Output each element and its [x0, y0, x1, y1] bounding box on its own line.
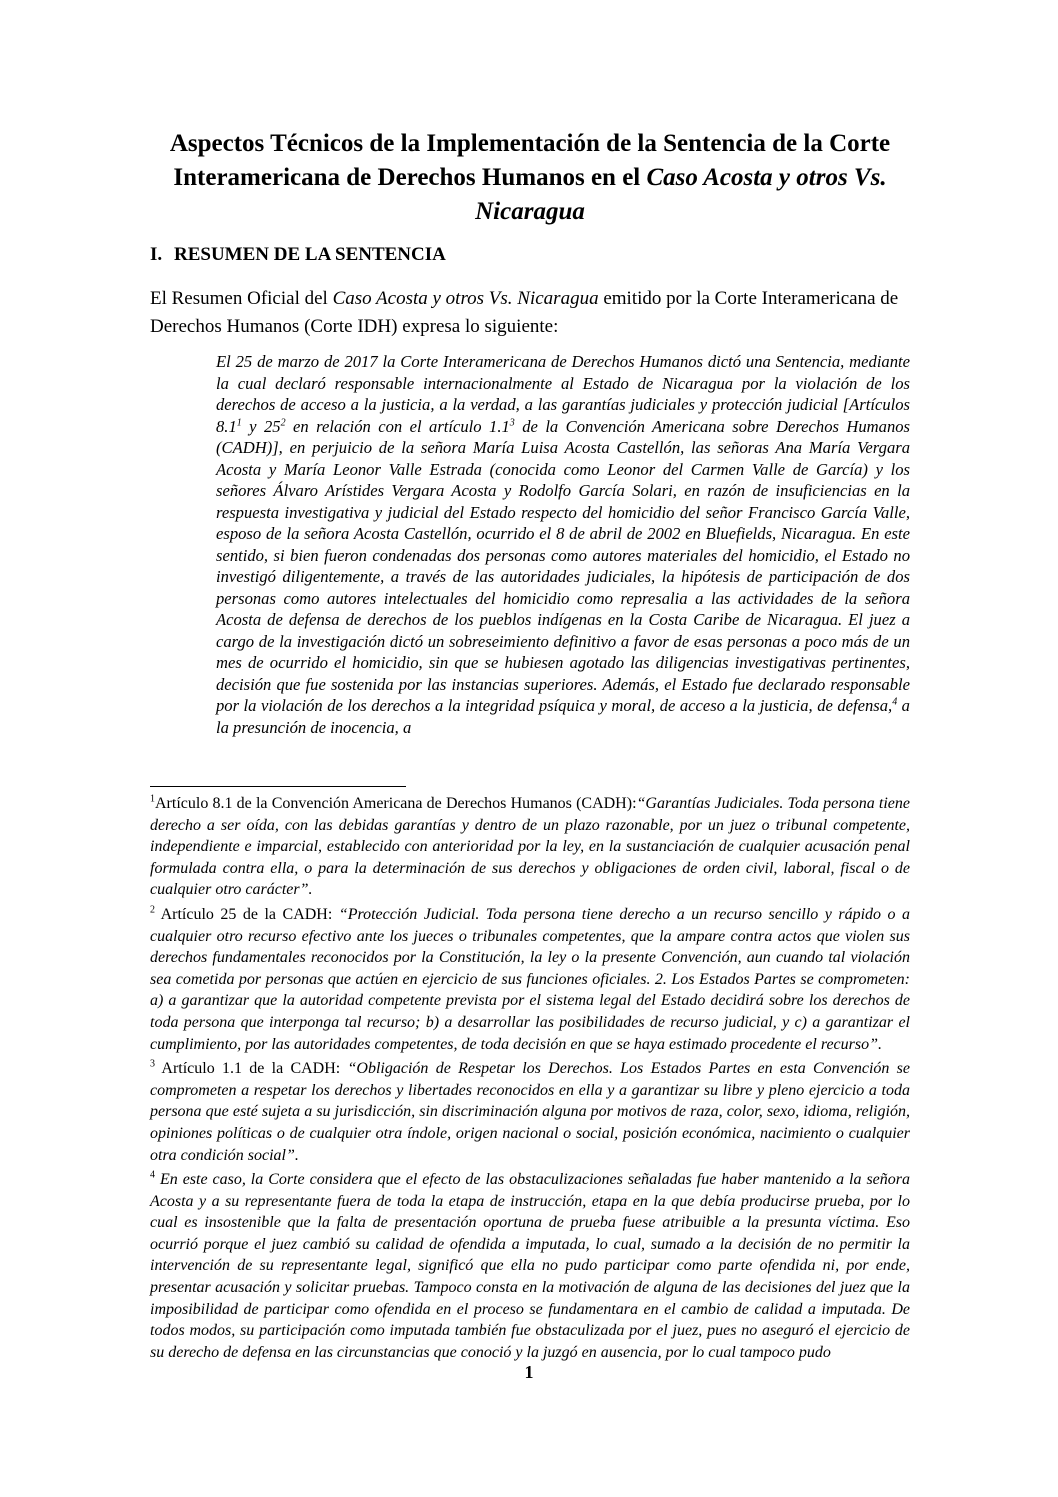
section-heading [150, 242, 446, 268]
quote-text-1: El 25 de marzo de 2017 la Corte Interamericana de Derechos Humanos dictó una Sentencia, mediante la cual declaró responsable internacionalmente al Estado de Nicaragua por la violación de los derechos de acceso a la justicia, a la verdad, a las garantías judiciales y protección judicial [Artículos 8.1 [216, 352, 910, 436]
footnote-number: 3 [150, 1058, 155, 1070]
intro-text-2: emitido por la Corte Interamericana de Derechos Humanos (Corte IDH) expresa lo siguiente: [150, 288, 899, 337]
footnote-ref: 2 [280, 416, 286, 428]
page-number: 1 [524, 1362, 534, 1382]
title-text: Aspectos Técnicos de la Implementación de la Sentencia de la Corte Interamericana de Derechos Humanos en el [169, 130, 891, 191]
quote-text-5: a la presunción de inocencia, a [216, 696, 910, 737]
footnote-3 [150, 1058, 910, 1166]
footnote-number: 1 [150, 793, 155, 805]
footnote-ref: 1 [236, 416, 242, 428]
footnotes [150, 793, 910, 1366]
footnote-number: 4 [150, 1169, 155, 1181]
footnote-number: 2 [150, 904, 155, 916]
quote-text-4: de la Convención Americana sobre Derechos Humanos (CADH)], en perjuicio de la señora María Luisa Acosta Castellón, las señoras Ana María Vergara Acosta y María Leonor Valle Estrada (conocida como Leonor del Carmen Valle de García) y los señores Álvaro Arístides Vergara Acosta y Rodolfo García Solari, en razón de insuficiencias en la respuesta investigativa y judicial del Estado respecto del homicidio del señor Francisco García Valle, esposo de la señora Acosta Castellón, ocurrido el 8 de abril de 2002 en Bluefields, Nicaragua. En este sentido, si bien fueron condenadas dos personas como autores materiales del homicidio, el Estado no investigó diligentemente, a través de las autoridades judiciales, la hipótesis de participación de dos personas como autores intelectuales del homicidio como represalia a las actividades de la señora Acosta de defensa de derechos de los pueblos indígenas en la Costa Caribe de Nicaragua. El juez a cargo de la investigación dictó un sobreseimiento definitivo a favor de esas personas a poco más de un mes de ocurrido el homicidio, sin que se hubiesen agotado las diligencias investigativas pertinentes, decisión que fue sostenida por las instancias superiores. Además, el Estado fue declarado responsable por la violación de los derechos a la integridad psíquica y moral, de acceso a la justicia, de defensa, [216, 416, 911, 715]
quote-text-3: en relación con el artículo 1.1 [285, 416, 510, 436]
footnote-lead: Artículo 8.1 de la Convención Americana de Derechos Humanos (CADH): [155, 795, 637, 812]
section-title: RESUMEN DE LA SENTENCIA [174, 244, 446, 265]
quote-text-2: y 25 [241, 416, 281, 436]
intro-text-1: El Resumen Oficial del [150, 288, 333, 309]
footnote-ref: 3 [509, 416, 515, 428]
footnote-text: En este caso, la Corte considera que el efecto de las obstaculizaciones señaladas fue haber mantenido a la señora Acosta y a su representante fuera de toda la etapa de instrucción, etapa en la que debía producirse prueba, por lo cual es insostenible que la falta de presentación oportuna de prueba fuese atribuible a la presunta víctima. Eso ocurrió porque el juez cambió su calidad de ofendida a imputada, lo cual, sumado a la decisión de no permitir la intervención de su representante legal, significó que ella no pudo participar como parte ofendida ni, por ende, presentar acusación y solicitar pruebas. Tampoco consta en la motivación de alguna de las decisiones del juez que la imposibilidad de participar como ofendida en el proceso se fundamentara en el cambio de calidad a imputada. De todos modos, su participación como imputada también fue obstaculizada por el juez, pues no aseguró el ejercicio de su derecho de defensa en las circunstancias que conoció y la juzgó en ausencia, por lo cual tampoco pudo [150, 1171, 910, 1361]
intro-case-name: Caso Acosta y otros Vs. Nicaragua [332, 288, 599, 309]
section-number: I. [150, 244, 163, 265]
footnote-text: “Obligación de Respetar los Derechos. Los Estados Partes en esta Convención se comprometen a respetar los derechos y libertades reconocidos en ella y a garantizar su libre y pleno ejercicio a toda persona que esté sujeta a su jurisdicción, sin discriminación alguna por motivos de raza, color, sexo, idioma, religión, opiniones políticas o de cualquier otra índole, origen nacional o social, posición económica, nacimiento o cualquier otra condición social”. [150, 1060, 911, 1164]
intro-paragraph [150, 285, 910, 341]
footnote-lead: Artículo 1.1 de la CADH: [155, 1060, 348, 1078]
footnote-separator [150, 786, 406, 787]
footnote-2 [150, 904, 910, 1055]
footnote-4 [150, 1169, 910, 1363]
footnote-text: “Garantías Judiciales. Toda persona tiene derecho a ser oída, con las debidas garantías y dentro de un plazo razonable, por un juez o tribunal competente, independiente e imparcial, establecido con anterioridad por la ley, en la sustanciación de cualquier acusación penal formulada contra ella, o para la determinación de sus derechos y obligaciones de orden civil, laboral, fiscal o de cualquier otro carácter”. [150, 795, 910, 899]
block-quote [216, 351, 910, 738]
document-title [150, 127, 910, 229]
footnote-1 [150, 793, 910, 901]
footnote-lead: Artículo 25 de la CADH: [155, 905, 339, 923]
footnote-text: “Protección Judicial. Toda persona tiene derecho a un recurso sencillo y rápido o a cualquier otro recurso efectivo ante los jueces o tribunales competentes, que la ampare contra actos que violen sus derechos fundamentales reconocidos por la Constitución, la ley o la presente Convención, aun cuando tal violación sea cometida por personas que actúen en ejercicio de sus funciones oficiales. 2. Los Estados Partes se comprometen: a) a garantizar que la autoridad competente prevista por el sistema legal del Estado decidirá sobre los derechos de toda persona que interponga tal recurso; b) a desarrollar las posibilidades de recurso judicial, y c) a garantizar el cumplimiento, por las autoridades competentes, de toda decisión en que se haya estimado procedente el recurso”. [150, 905, 910, 1053]
title-case-name: Caso Acosta y otros Vs. Nicaragua [475, 164, 887, 225]
footnote-ref: 4 [892, 696, 898, 708]
